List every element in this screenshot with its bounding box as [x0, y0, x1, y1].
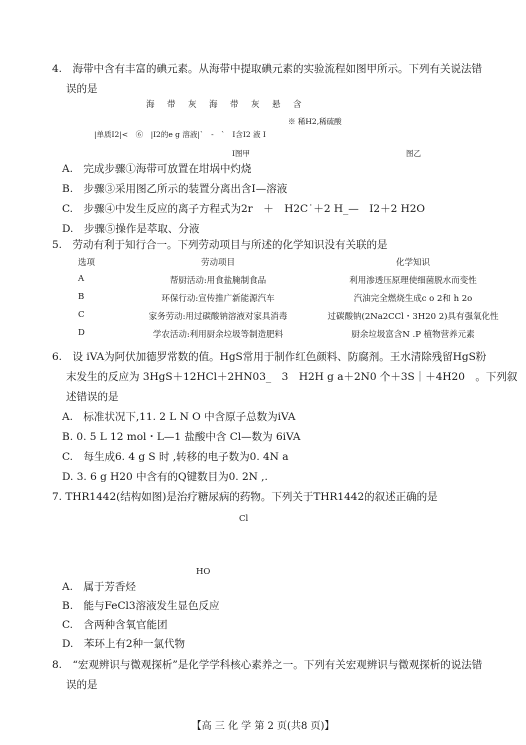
- q7-option-a: A. 属于芳香烃: [62, 581, 136, 593]
- q6-option-d: D. 3. 6 g H20 中含有的Q键数目为0. 2N ,.: [62, 471, 268, 483]
- q5-table-header: [78, 256, 508, 270]
- q4-stem-line2: 误的是: [66, 83, 98, 95]
- q4-flow-reagent: ※ 稀H2,稀硫酸: [288, 117, 342, 126]
- q7-option-d: D. 苯环上有2种一氯代物: [62, 638, 186, 650]
- q6-stem-line2: 末发生的反应为 3HgS＋12HCl＋2HN03_ 3 H2H g a＋2N0 个＋3S｜＋4H20 。下列叙: [66, 371, 518, 383]
- q4-option-c: C. 步骤④中发生反应的离子方程式为2r ＋ H2C˙＋2 H_— I2＋2 H2O: [62, 203, 426, 215]
- q7-option-c: C. 含两种含氧官能团: [62, 619, 168, 631]
- q5-stem: 5. 劳动有利于知行合一。下列劳动项目与所述的化学知识没有关联的是: [52, 239, 388, 251]
- table-row: [78, 328, 508, 342]
- q5-row-b-option: B: [78, 292, 85, 302]
- table-row: [78, 292, 508, 306]
- q6-option-b: B. 0. 5 L 12 mol・L—1 盐酸中含 Cl—数为 6iVA: [62, 431, 301, 443]
- q6-stem-line1: 6. 设 iVA为阿伏加德罗常数的值。HgS常用于制作红色颜料、防腐剂。王水清除残留HgS粉: [52, 351, 487, 363]
- q4-option-a: A. 完成步骤①海带可放置在坩埚中灼烧: [62, 163, 252, 175]
- q5-header-task: 劳动项目: [200, 258, 235, 268]
- q8-stem-line2: 误的是: [66, 679, 98, 691]
- q5-header-option: 选项: [78, 258, 96, 268]
- q6-stem-line3: 述错误的是: [66, 391, 119, 403]
- q7-structure-cl-label: Cl: [239, 514, 249, 524]
- q4-option-b: B. 步骤③采用图乙所示的装置分离出含I—溶液: [62, 183, 288, 195]
- q7-option-b: B. 能与FeCl3溶液发生显色反应: [62, 600, 220, 612]
- page-footer: 【高 三 化 学 第 2 页(共8 页)】: [191, 721, 335, 732]
- q5-row-c-task: 家务劳动:用过碳酸钠溶液对家具消毒: [148, 312, 288, 322]
- q4-option-d: D. 步骤⑤操作是萃取、分液: [62, 223, 200, 235]
- q5-row-b-task: 环保行动:宣传推广新能源汽车: [161, 294, 275, 304]
- q5-row-d-knowledge: 厨余垃圾富含N .P 植物营养元素: [351, 330, 475, 340]
- q5-row-b-knowledge: 汽油完全燃烧生成c o 2和 h 2o: [353, 294, 473, 304]
- q5-row-d-option: D: [78, 328, 85, 338]
- q4-flow-top: 海 带 灰 海 带 灰 悬 含: [146, 100, 304, 110]
- q8-stem-line1: 8. “宏观辨识与微观探析”是化学学科核心素养之一。下列有关宏观辨识与微观探析的说法错: [52, 659, 483, 671]
- q4-figure-jia-label: I图甲: [232, 149, 250, 158]
- q7-stem: 7. THR1442(结构如图)是治疗糖尿病的药物。下列关于THR1442的叙述正确的是: [52, 491, 438, 503]
- q5-row-c-knowledge: 过碳酸钠(2Na2CCl・3H20 2)具有强氧化性: [327, 312, 499, 322]
- q5-header-knowledge: 化学知识: [395, 258, 430, 268]
- q5-row-a-option: A: [78, 274, 85, 284]
- q7-structure-ho-label: HO: [196, 567, 211, 577]
- q5-row-a-task: 帮厨活动:用食盐腌制食品: [169, 276, 267, 286]
- q4-figure-yi-label: 图乙: [406, 149, 421, 158]
- table-row: [78, 274, 508, 288]
- q6-option-c: C. 每生成6. 4 g S 时 ,转移的电子数为0. 4N a: [62, 451, 289, 463]
- q5-row-d-task: 学农活动:利用厨余垃圾等制造肥料: [152, 330, 284, 340]
- table-row: [78, 310, 508, 324]
- q5-row-c-option: C: [78, 310, 85, 320]
- q6-option-a: A. 标准状况下,11. 2 L N O 中含原子总数为iVA: [62, 411, 296, 423]
- q4-flow-mid: |单质I2|< ⑥ |I2的e g 溶液|` - ` I含I2 液 I: [94, 130, 266, 139]
- q4-stem-line1: 4. 海带中含有丰富的碘元素。从海带中提取碘元素的实验流程如图甲所示。下列有关说法错: [52, 63, 483, 75]
- q5-row-a-knowledge: 利用渗透压原理使细菌脱水而变性: [349, 276, 477, 286]
